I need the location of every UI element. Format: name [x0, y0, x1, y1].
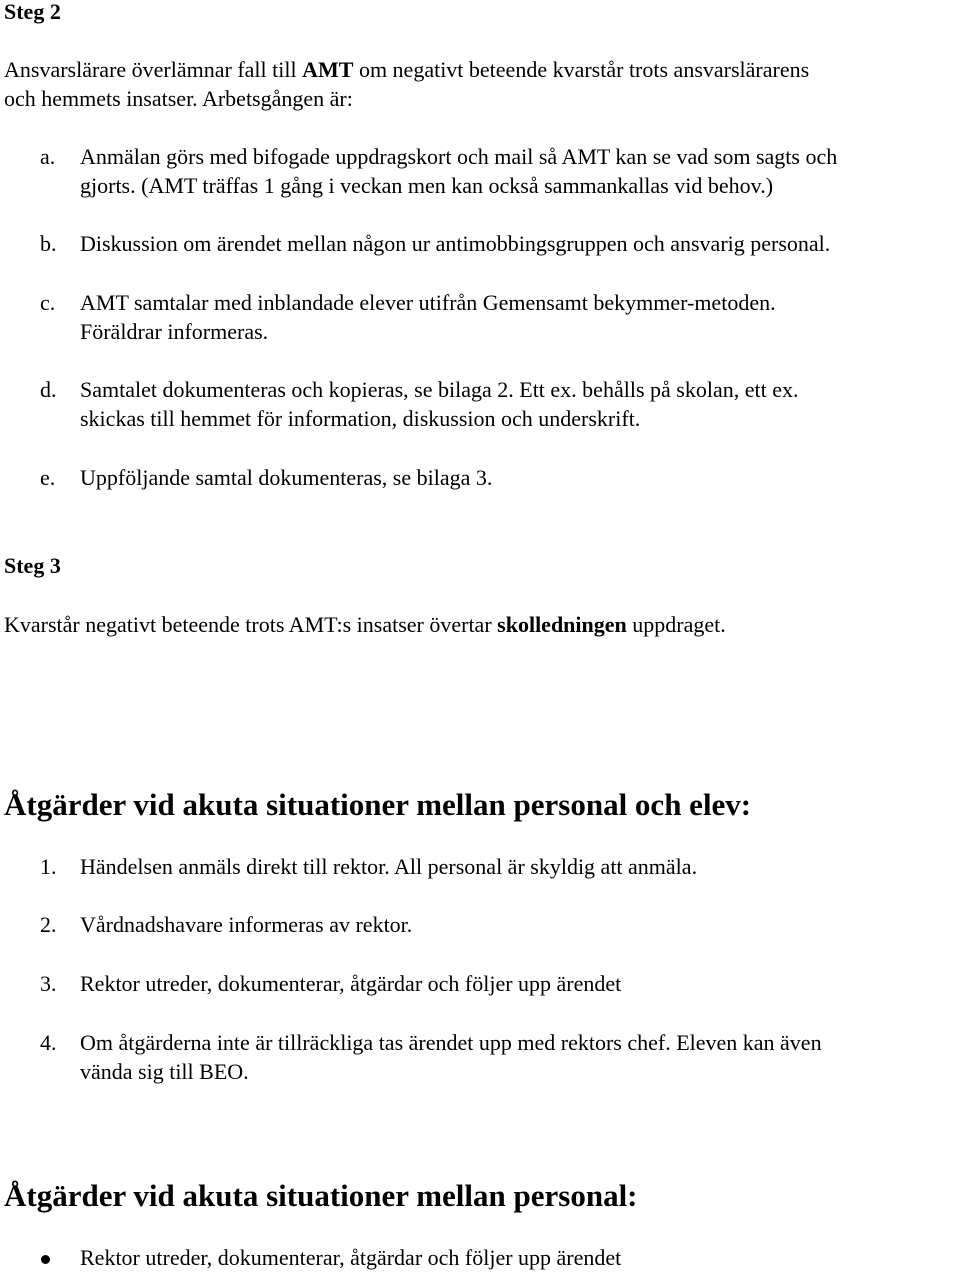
list-item-line: Uppföljande samtal dokumenteras, se bilaga 3.	[80, 465, 493, 490]
steg3-heading: Steg 3	[4, 553, 61, 578]
list-item-line: Anmälan görs med bifogade uppdragskort och mail så AMT kan se vad som sagts och	[80, 144, 838, 169]
section-heading-personal: Åtgärder vid akuta situationer mellan personal:	[4, 1178, 638, 1213]
steg3-text-post: uppdraget.	[626, 612, 726, 637]
list-item-line: Samtalet dokumenteras och kopieras, se bilaga 2. Ett ex. behålls på skolan, ett ex.	[80, 377, 799, 402]
steg3-text-pre: Kvarstår negativt beteende trots AMT:s insatser övertar	[4, 612, 498, 637]
list-item-line: Om åtgärderna inte är tillräckliga tas ärendet upp med rektors chef. Eleven kan även	[80, 1030, 822, 1055]
steg2-intro-line1-pre: Ansvarslärare överlämnar fall till	[4, 57, 303, 82]
list-item-line: Diskussion om ärendet mellan någon ur antimobbingsgruppen och ansvarig personal.	[80, 231, 831, 256]
list-marker: 4.	[40, 1030, 57, 1055]
steg2-intro-bold-amt: AMT	[302, 57, 354, 82]
list-marker: 2.	[40, 912, 57, 937]
list-marker: 3.	[40, 971, 57, 996]
section-heading-personal-elev: Åtgärder vid akuta situationer mellan personal och elev:	[4, 787, 752, 822]
list-item-line: Vårdnadshavare informeras av rektor.	[80, 912, 413, 937]
list-marker: c.	[40, 290, 56, 315]
list-item-line: skickas till hemmet för information, diskussion och underskrift.	[80, 406, 641, 431]
list-marker: e.	[40, 465, 56, 490]
steg3-text	[4, 610, 726, 640]
list-item-line: Rektor utreder, dokumenterar, åtgärdar och följer upp ärendet	[80, 971, 622, 996]
bullet-item-text: Rektor utreder, dokumenterar, åtgärdar och följer upp ärendet	[80, 1245, 622, 1270]
list-item-line: vända sig till BEO.	[80, 1059, 249, 1084]
list-marker: 1.	[40, 854, 57, 879]
list-item-line: AMT samtalar med inblandade elever utifrån Gemensamt bekymmer-metoden.	[80, 290, 776, 315]
steg2-heading: Steg 2	[4, 0, 61, 24]
steg2-intro-line1	[4, 55, 809, 85]
list-item-line: Händelsen anmäls direkt till rektor. All personal är skyldig att anmäla.	[80, 854, 698, 879]
steg2-intro-line1-post: om negativt beteende kvarstår trots ansvarslärarens	[353, 57, 810, 82]
list-marker: a.	[40, 144, 56, 169]
steg2-intro-line2: och hemmets insatser. Arbetsgången är:	[4, 86, 353, 111]
list-item-line: Föräldrar informeras.	[80, 319, 269, 344]
steg3-text-bold: skolledningen	[497, 612, 627, 637]
list-marker: d.	[40, 377, 57, 402]
bullet-icon	[41, 1255, 50, 1264]
list-item-line: gjorts. (AMT träffas 1 gång i veckan men kan också sammankallas vid behov.)	[80, 173, 774, 198]
list-marker: b.	[40, 231, 57, 256]
